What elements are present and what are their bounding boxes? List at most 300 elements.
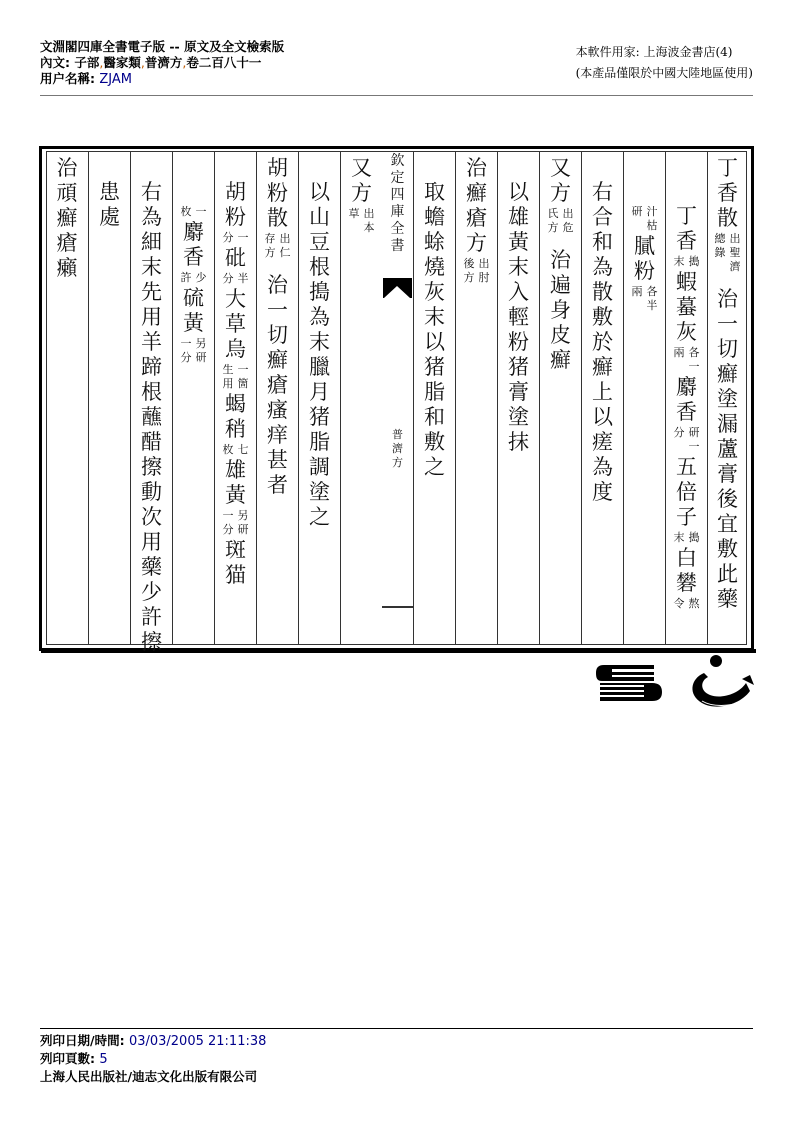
annotation-char: 後: [463, 257, 475, 270]
main-char: 白: [676, 546, 697, 570]
annotation-char: 末: [673, 255, 685, 268]
print-footer: [40, 1032, 266, 1085]
annotation: [222, 509, 250, 537]
main-char: 癬: [550, 348, 571, 372]
main-char: 敷: [717, 537, 738, 561]
main-char: 敷: [424, 430, 445, 454]
user-label: 用户名稱:: [40, 71, 95, 86]
main-char: 為: [141, 205, 162, 229]
content-label: 內文:: [40, 55, 70, 70]
annotation-char: 方: [463, 271, 475, 284]
main-char: 以: [309, 180, 330, 204]
header-divider: [40, 95, 753, 96]
print-datetime-label: 列印日期/時間:: [40, 1033, 125, 1048]
main-char: 斑: [225, 538, 246, 562]
annotation-char: 各: [688, 346, 700, 359]
annotation-right: [237, 231, 250, 245]
annotation: [348, 207, 376, 235]
gutter-collection-title: [383, 153, 412, 255]
main-char: 羊: [141, 330, 162, 354]
annotation-char: 搗: [688, 255, 700, 268]
annotation-char: 草: [348, 207, 360, 220]
annotation: [673, 426, 701, 454]
annotation-char: 各: [646, 285, 658, 298]
main-char: 方: [550, 181, 571, 205]
annotation-right: [237, 272, 250, 286]
main-char: 用: [141, 530, 162, 554]
swoosh-logo-icon: [684, 655, 756, 711]
text-column: [497, 152, 539, 644]
column-text: [666, 156, 707, 612]
annotation-char: 存: [264, 232, 276, 245]
annotation-left: [222, 363, 235, 391]
main-char: 五: [676, 455, 697, 479]
main-char: 細: [141, 230, 162, 254]
main-char: 蟇: [676, 295, 697, 319]
fishtail-mark-icon: [383, 278, 412, 298]
main-char: 宜: [717, 512, 738, 536]
annotation-char: 方: [264, 246, 276, 259]
main-char: 先: [141, 280, 162, 304]
main-char: 稍: [225, 417, 246, 441]
column-text: [131, 156, 172, 655]
main-char: 以: [508, 180, 529, 204]
text-column: [581, 152, 623, 644]
annotation-right: [195, 205, 208, 219]
main-char: 猪: [508, 355, 529, 379]
annotation-char: 分: [222, 272, 234, 285]
annotation: [463, 257, 491, 285]
main-char: 敷: [592, 305, 613, 329]
annotation-left: [222, 443, 235, 457]
annotation-left: [264, 232, 277, 260]
main-char: 烏: [225, 337, 246, 361]
main-char: 蹄: [141, 355, 162, 379]
annotation-char: 出: [478, 257, 490, 270]
annotation-char: 一: [237, 363, 249, 376]
annotation-char: 搗: [688, 531, 700, 544]
text-column: [256, 152, 298, 644]
main-char: 蘆: [717, 437, 738, 461]
main-char: 癬: [267, 348, 288, 372]
annotation: [222, 443, 250, 457]
annotation-char: 分: [180, 351, 192, 364]
main-char: 和: [424, 405, 445, 429]
annotation-char: 一: [688, 360, 700, 373]
main-char: 灰: [676, 320, 697, 344]
breadcrumb-item: 卷二百八十一: [186, 55, 262, 70]
main-char: 香: [676, 400, 697, 424]
annotation-left: [222, 231, 235, 245]
main-char: 擦: [141, 455, 162, 479]
column-text: [299, 156, 340, 530]
annotation-left: [631, 285, 644, 313]
main-char: 抹: [508, 430, 529, 454]
main-char: 和: [592, 230, 613, 254]
annotation-left: [547, 207, 560, 235]
annotation-left: [673, 531, 686, 545]
annotation-right: [688, 531, 701, 545]
text-column: [707, 152, 747, 644]
main-char: 瘡: [56, 231, 78, 255]
main-char: 癬: [717, 362, 738, 386]
annotation-char: 七: [237, 443, 249, 456]
main-char: 倍: [676, 480, 697, 504]
main-char: 塗: [508, 405, 529, 429]
annotation-char: 枯: [646, 219, 658, 232]
main-char: 動: [141, 480, 162, 504]
main-char: 之: [309, 505, 330, 529]
annotation: [180, 205, 208, 219]
main-char: 散: [717, 206, 738, 230]
main-char: 右: [141, 180, 162, 204]
main-char: 者: [267, 473, 288, 497]
annotation-char: 熬: [688, 597, 700, 610]
annotation-char: 研: [195, 351, 207, 364]
user-line: [40, 71, 284, 88]
main-char: 調: [309, 455, 330, 479]
annotation-right: [688, 597, 701, 611]
annotation-char: 少: [195, 271, 207, 284]
annotation-right: [195, 271, 208, 285]
annotation-char: 分: [222, 523, 234, 536]
column-text: [582, 156, 623, 505]
column-text: [708, 156, 747, 612]
main-char: 脂: [309, 430, 330, 454]
annotation-left: [673, 255, 686, 269]
annotation-char: 總: [714, 232, 726, 245]
annotation: [673, 531, 701, 545]
main-char: 瘡: [267, 373, 288, 397]
annotation-char: 另: [237, 509, 249, 522]
books-logo-icon: [596, 665, 664, 701]
main-char: 猪: [309, 405, 330, 429]
annotation: [222, 231, 250, 245]
annotation-char: 一: [222, 509, 234, 522]
main-char: 遍: [550, 273, 571, 297]
annotation-char: 箇: [237, 377, 249, 390]
annotation: [180, 337, 208, 365]
annotation-char: 兩: [631, 285, 643, 298]
annotation: [264, 232, 292, 260]
main-char: 膏: [717, 462, 738, 486]
column-text: [215, 156, 256, 588]
main-char: 治: [466, 156, 487, 180]
main-char: 蘸: [141, 405, 162, 429]
column-text: [257, 156, 298, 498]
annotation-char: 末: [673, 531, 685, 544]
main-char: 大: [225, 287, 246, 311]
main-char: 一: [267, 298, 288, 322]
annotation-char: 半: [237, 272, 249, 285]
annotation-char: 聖: [729, 246, 741, 259]
main-char: 擦: [141, 630, 162, 654]
text-column: [172, 152, 214, 644]
main-char: 草: [225, 312, 246, 336]
annotation-char: 分: [673, 426, 685, 439]
main-char: 癬: [592, 355, 613, 379]
annotation-char: 一: [180, 337, 192, 350]
main-char: 切: [717, 337, 738, 361]
main-char: 山: [309, 205, 330, 229]
annotation-char: 枚: [180, 205, 192, 218]
annotation-char: 枚: [222, 443, 234, 456]
annotation-right: [646, 285, 659, 313]
main-char: 取: [424, 180, 445, 204]
main-char: 黃: [508, 230, 529, 254]
print-pages-label: 列印頁數:: [40, 1051, 95, 1066]
text-column: [340, 152, 382, 644]
main-char: 塗: [309, 480, 330, 504]
main-char: 後: [717, 487, 738, 511]
main-char: 輕: [508, 305, 529, 329]
main-char: 蝎: [225, 392, 246, 416]
annotation: [222, 272, 250, 286]
gutter-char: 四: [390, 187, 405, 203]
main-char: 方: [466, 231, 487, 255]
main-char: 散: [267, 206, 288, 230]
main-char: 入: [508, 280, 529, 304]
main-char: 痒: [267, 423, 288, 447]
annotation-right: [478, 257, 491, 285]
main-char: 用: [141, 305, 162, 329]
main-char: 礬: [676, 571, 697, 595]
main-char: 胡: [225, 180, 246, 204]
licensee: 本軟件用家: 上海波金書店(4): [575, 45, 733, 59]
main-char: 切: [267, 323, 288, 347]
annotation-char: 肘: [478, 271, 490, 284]
gutter-char: 定: [390, 170, 405, 186]
main-char: 粉: [225, 205, 246, 229]
main-char: 為: [592, 255, 613, 279]
annotation-char: 一: [688, 440, 700, 453]
main-char: 丁: [717, 156, 738, 180]
main-char: 粉: [267, 181, 288, 205]
text-column: [539, 152, 581, 644]
annotation-left: [180, 205, 193, 219]
annotation-right: [688, 426, 701, 454]
annotation-char: 分: [222, 231, 234, 244]
main-char: 頑: [56, 181, 78, 205]
main-char: 治: [550, 248, 571, 272]
main-char: 合: [592, 205, 613, 229]
footer-divider: [40, 1028, 753, 1029]
column-text: [173, 156, 214, 366]
main-char: 麝: [183, 220, 204, 244]
annotation-left: [673, 426, 686, 454]
main-char: 以: [592, 405, 613, 429]
annotation: [673, 346, 701, 374]
main-char: 香: [676, 229, 697, 253]
annotation-char: 本: [363, 221, 375, 234]
text-column: [88, 152, 130, 644]
main-char: 粉: [634, 259, 655, 283]
gutter-char: 書: [390, 238, 405, 254]
text-column: [214, 152, 256, 644]
main-char: 燒: [424, 255, 445, 279]
annotation-right: [237, 509, 250, 537]
user-value: ZJAM: [99, 72, 132, 87]
main-char: 漏: [717, 412, 738, 436]
annotation-left: [348, 207, 361, 235]
main-char: 許: [141, 605, 162, 629]
text-column: [623, 152, 665, 644]
annotation-right: [646, 205, 659, 233]
main-char: 癬: [466, 181, 487, 205]
main-char: 麝: [676, 375, 697, 399]
document-header: [40, 39, 284, 88]
main-char: 月: [309, 380, 330, 404]
print-pages-value: 5: [99, 1052, 108, 1067]
annotation: [631, 285, 659, 313]
annotation-char: 令: [673, 597, 685, 610]
main-char: 子: [676, 505, 697, 529]
main-char: 治: [267, 273, 288, 297]
main-char: 臘: [309, 355, 330, 379]
annotation-char: 許: [180, 271, 192, 284]
main-char: 處: [99, 205, 120, 229]
main-char: 醋: [141, 430, 162, 454]
license-info: [576, 42, 753, 84]
main-char: 瘡: [466, 206, 487, 230]
main-char: 膩: [634, 234, 655, 258]
annotation: [222, 363, 250, 391]
annotation-right: [279, 232, 292, 260]
edition-title: 文淵閣四庫全書電子版 -- 原文及全文檢索版: [40, 39, 285, 54]
annotation-right: [688, 346, 701, 374]
main-char: 以: [424, 330, 445, 354]
text-column: [413, 152, 455, 644]
column-text: [89, 156, 130, 230]
annotation-char: 錄: [714, 246, 726, 259]
main-char: 丁: [676, 204, 697, 228]
annotation-left: [222, 509, 235, 537]
gutter-rule: [382, 606, 413, 608]
annotation-right: [729, 232, 742, 274]
main-char: 次: [141, 505, 162, 529]
publisher-logos: [596, 655, 756, 711]
main-char: 患: [99, 180, 120, 204]
gutter-char: 欽: [390, 153, 405, 169]
column-text: [540, 156, 581, 373]
annotation: [180, 271, 208, 285]
annotation: [673, 597, 701, 611]
annotation: [673, 255, 701, 269]
annotation-right: [237, 443, 250, 457]
main-char: 塗: [717, 387, 738, 411]
column-text: [498, 156, 539, 455]
column-text: [46, 156, 88, 281]
text-column: [665, 152, 707, 644]
annotation: [631, 205, 659, 233]
annotation-right: [688, 255, 701, 269]
gutter-char: 全: [390, 221, 405, 237]
annotation-right: [562, 207, 575, 235]
annotation: [714, 232, 742, 274]
annotation-right: [237, 363, 250, 391]
main-char: 此: [717, 562, 738, 586]
annotation-char: 生: [222, 363, 234, 376]
annotation-char: 出: [363, 207, 375, 220]
annotation-char: 研: [237, 523, 249, 536]
column-text: [414, 156, 455, 480]
annotation-char: 一: [195, 205, 207, 218]
annotation: [547, 207, 575, 235]
annotation-char: 方: [547, 221, 559, 234]
main-char: 搗: [309, 280, 330, 304]
breadcrumb-item: 普濟方: [144, 55, 183, 70]
column-text: [341, 156, 382, 236]
annotation-char: 濟: [729, 260, 741, 273]
main-char: 雄: [225, 458, 246, 482]
annotation-left: [463, 257, 476, 285]
annotation-char: 研: [631, 205, 643, 218]
print-datetime-value: 03/03/2005 21:11:38: [128, 1034, 267, 1049]
main-char: 又: [550, 156, 571, 180]
main-char: 黃: [225, 483, 246, 507]
print-datetime: [40, 1032, 266, 1050]
main-char: 胡: [267, 156, 288, 180]
main-char: 蟾: [424, 205, 445, 229]
main-char: 根: [309, 255, 330, 279]
annotation-char: 研: [688, 426, 700, 439]
main-char: 方: [351, 181, 372, 205]
main-char: 身: [550, 298, 571, 322]
main-char: 藥: [141, 555, 162, 579]
publisher-name: 上海人民出版社/迪志文化出版有限公司: [40, 1069, 258, 1084]
main-char: 根: [141, 380, 162, 404]
annotation-left: [631, 205, 644, 233]
annotation-char: 危: [562, 221, 574, 234]
main-char: 粉: [508, 330, 529, 354]
gutter-char: 普: [392, 428, 403, 441]
gutter-book-title: [383, 428, 412, 470]
main-char: 一: [717, 312, 738, 336]
annotation-left: [673, 346, 686, 374]
breadcrumb-item: 子部: [74, 55, 100, 70]
main-char: 甚: [267, 448, 288, 472]
main-char: 蝦: [676, 270, 697, 294]
annotation-right: [363, 207, 376, 235]
annotation-char: 兩: [673, 346, 685, 359]
main-char: 癩: [56, 256, 78, 280]
main-char: 之: [424, 455, 445, 479]
main-char: 度: [592, 480, 613, 504]
main-char: 蜍: [424, 230, 445, 254]
text-column: [130, 152, 172, 654]
main-char: 雄: [508, 205, 529, 229]
main-char: 豆: [309, 230, 330, 254]
annotation-char: 一: [237, 231, 249, 244]
main-char: 藥: [717, 587, 738, 611]
gutter-char: 濟: [392, 442, 403, 455]
text-column: [46, 152, 88, 644]
annotation-char: 用: [222, 377, 234, 390]
main-char: 末: [424, 305, 445, 329]
main-char: 灰: [424, 280, 445, 304]
main-char: 治: [717, 287, 738, 311]
main-char: 黃: [183, 311, 204, 335]
main-char: 猫: [225, 563, 246, 587]
annotation-left: [673, 597, 686, 611]
annotation-left: [222, 272, 235, 286]
annotation-char: 仁: [279, 246, 291, 259]
annotation-char: 出: [729, 232, 741, 245]
annotation-right: [195, 337, 208, 365]
gutter-char: 方: [392, 456, 403, 469]
main-char: 硫: [183, 286, 204, 310]
main-char: 上: [592, 380, 613, 404]
